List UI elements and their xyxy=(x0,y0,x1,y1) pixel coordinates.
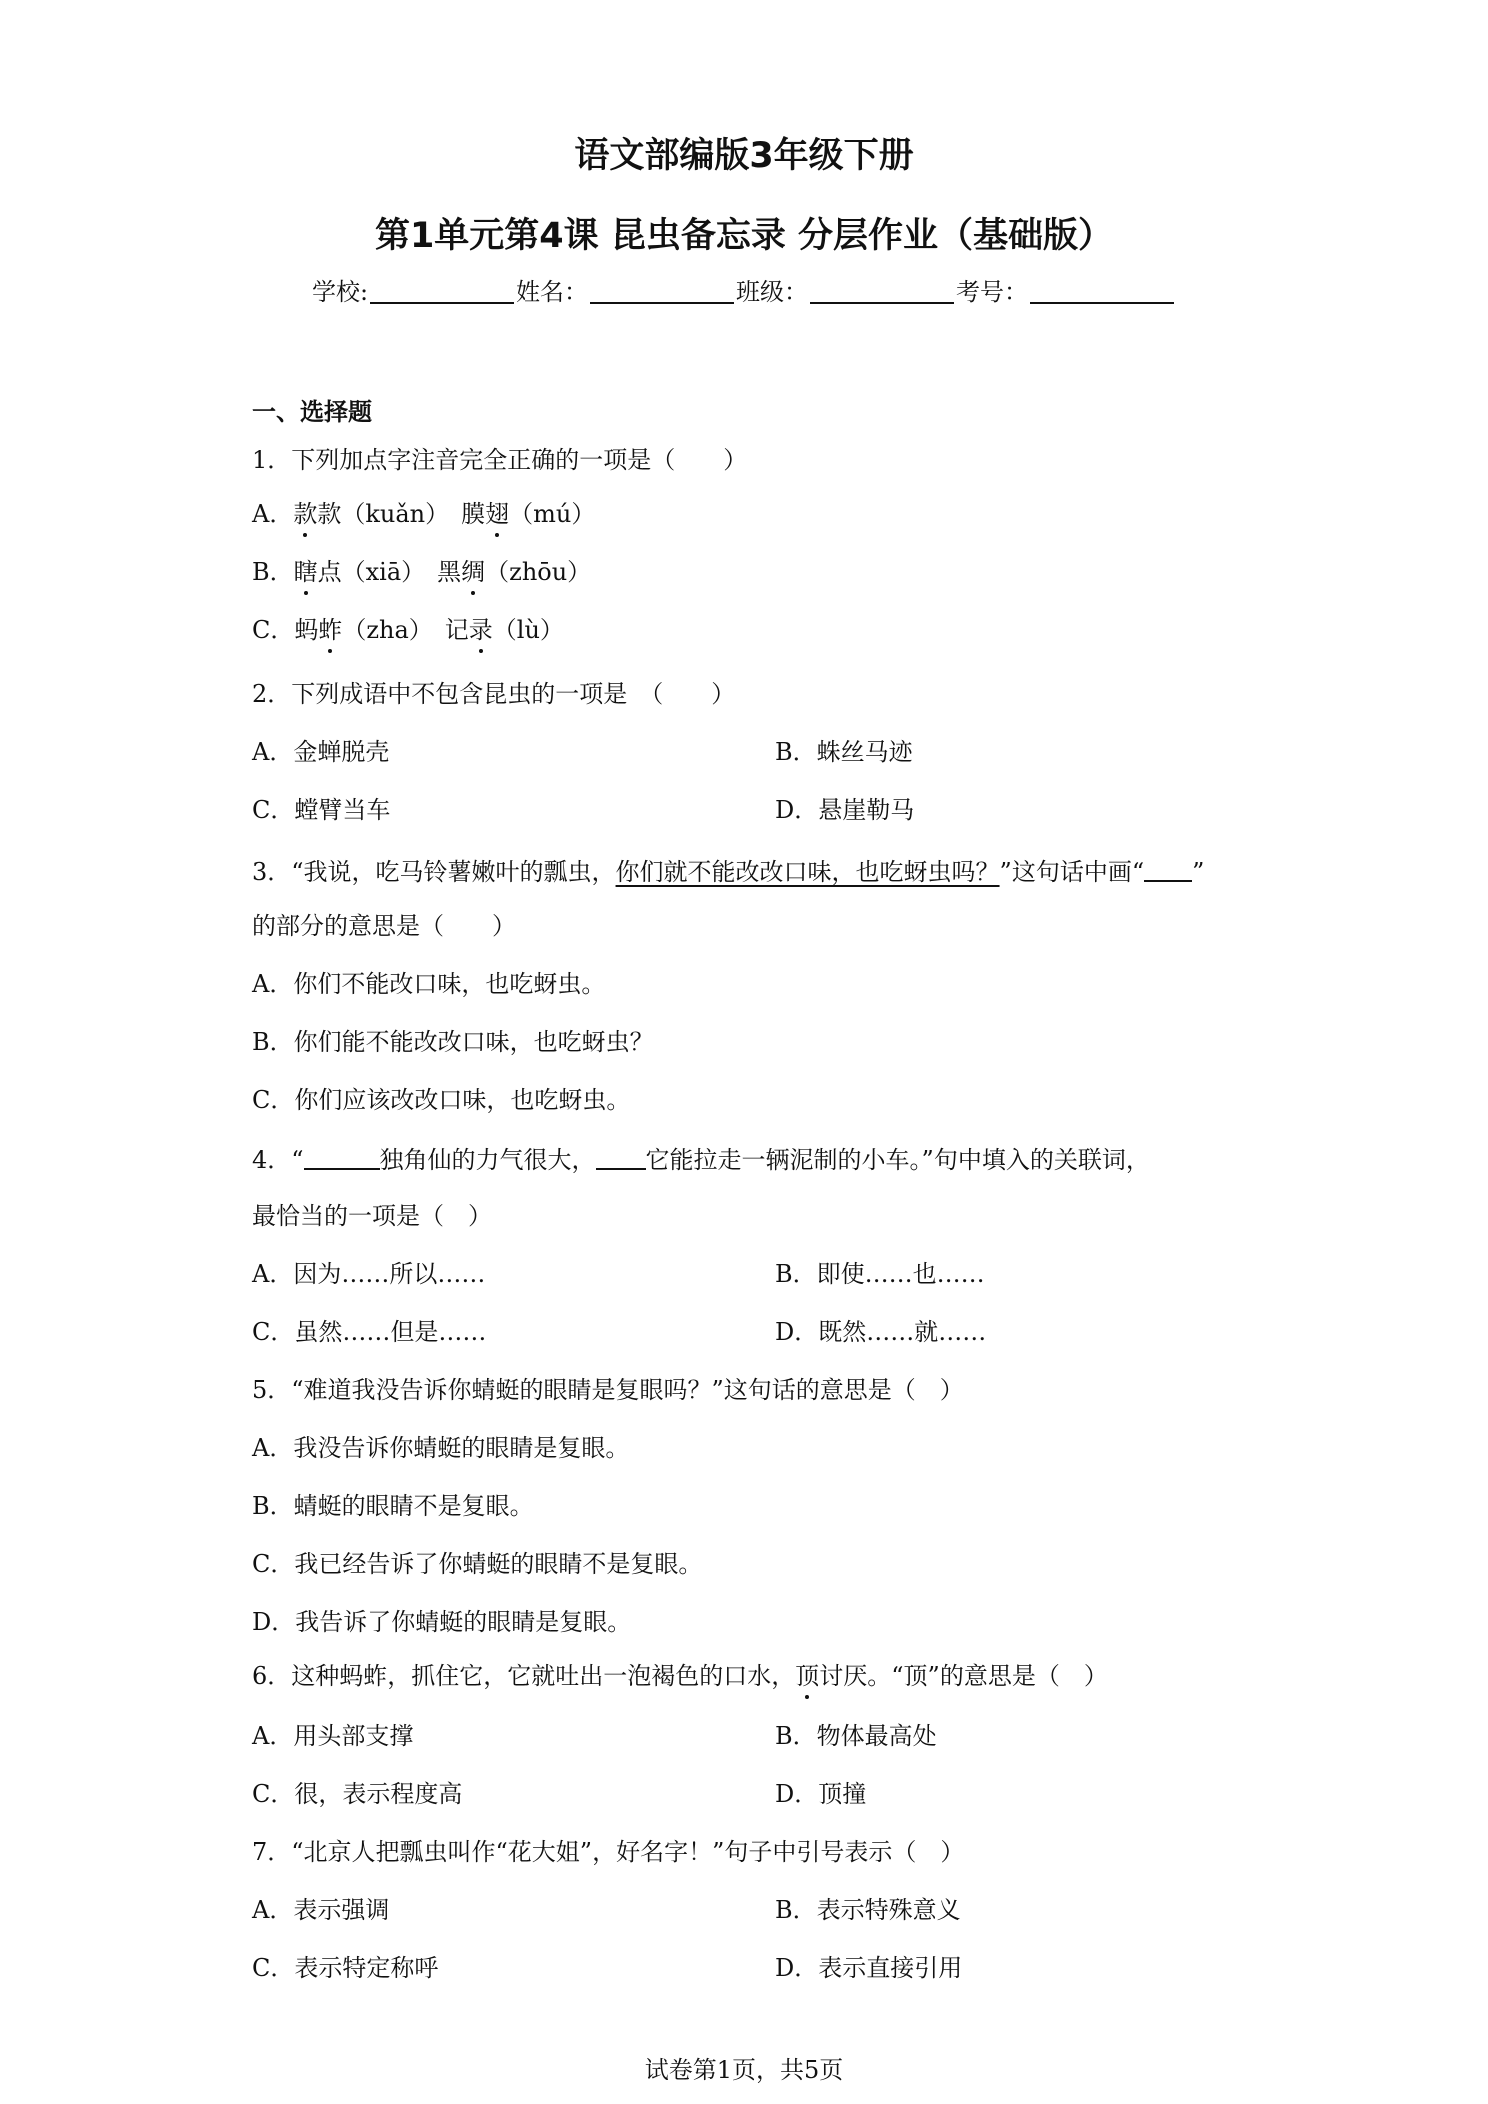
emphasis-dot-char: 翅 xyxy=(485,494,509,529)
emphasis-dot-char: 录 xyxy=(469,610,493,645)
name-label: 姓名： xyxy=(516,278,589,306)
q3-option-c[interactable]: C．你们应该改改口味，也吃蚜虫。 xyxy=(252,1086,631,1114)
q3-stem-continued: 的部分的意思是（ ） xyxy=(252,912,516,940)
name-blank[interactable] xyxy=(590,278,734,304)
class-blank[interactable] xyxy=(810,278,954,304)
q4-option-d[interactable]: D．既然……就…… xyxy=(775,1318,987,1346)
exam-number-label: 考号： xyxy=(956,278,1029,306)
emphasis-dot-char: 蚱 xyxy=(318,610,342,645)
q7-option-d[interactable]: D．表示直接引用 xyxy=(775,1954,963,1982)
q3-option-b[interactable]: B．你们能不能改改口味，也吃蚜虫？ xyxy=(252,1028,654,1056)
q2-option-c[interactable]: C．螳臂当车 xyxy=(252,796,391,824)
q2-option-b[interactable]: B．蛛丝马迹 xyxy=(775,738,913,766)
q7-option-b[interactable]: B．表示特殊意义 xyxy=(775,1896,961,1924)
q4-stem-continued: 最恰当的一项是（ ） xyxy=(252,1202,492,1230)
q7-stem: 7．“北京人把瓢虫叫作“花大姐”，好名字！”句子中引号表示（ ） xyxy=(252,1838,965,1866)
school-blank[interactable] xyxy=(370,278,514,304)
school-label: 学校: xyxy=(311,278,369,306)
underline-mark xyxy=(1144,858,1192,882)
q1-option-b[interactable]: B．瞎点（xiā） 黑绸（zhōu） xyxy=(252,552,591,587)
q4-option-b[interactable]: B．即使……也…… xyxy=(775,1260,985,1288)
q5-option-c[interactable]: C．我已经告诉了你蜻蜓的眼睛不是复眼。 xyxy=(252,1550,703,1578)
q4-option-a[interactable]: A．因为……所以…… xyxy=(252,1260,486,1288)
exam-number-blank[interactable] xyxy=(1030,278,1174,304)
q4-stem: 4．“ 独角仙的力气很大， 它能拉走一辆泥制的小车。”句中填入的关联词， xyxy=(252,1146,1150,1174)
page-title: 语文部编版3年级下册 xyxy=(574,136,914,176)
q5-option-a[interactable]: A．我没告诉你蜻蜓的眼睛是复眼。 xyxy=(252,1434,630,1462)
emphasis-dot-char: 瞎 xyxy=(294,552,318,587)
q2-option-d[interactable]: D．悬崖勒马 xyxy=(775,796,915,824)
q6-option-d[interactable]: D．顶撞 xyxy=(775,1780,867,1808)
q3-option-a[interactable]: A．你们不能改口味，也吃蚜虫。 xyxy=(252,970,606,998)
q5-option-b[interactable]: B．蜻蜓的眼睛不是复眼。 xyxy=(252,1492,534,1520)
q1-stem: 1．下列加点字注音完全正确的一项是（ ） xyxy=(252,446,748,474)
fill-blank-1[interactable] xyxy=(304,1146,380,1170)
page-subtitle: 第1单元第4课 昆虫备忘录 分层作业（基础版） xyxy=(374,216,1114,256)
emphasis-dot-char: 顶 xyxy=(795,1656,819,1691)
q4-option-c[interactable]: C．虽然……但是…… xyxy=(252,1318,487,1346)
fill-blank-2[interactable] xyxy=(596,1146,646,1170)
q7-option-a[interactable]: A．表示强调 xyxy=(252,1896,390,1924)
emphasis-dot-char: 绸 xyxy=(461,552,485,587)
student-info-line xyxy=(0,272,1488,307)
class-label: 班级： xyxy=(736,278,809,306)
q5-option-d[interactable]: D．我告诉了你蜻蜓的眼睛是复眼。 xyxy=(252,1608,632,1636)
q1-option-a[interactable]: A．款款（kuǎn） 膜翅（mú） xyxy=(252,494,595,529)
q6-option-b[interactable]: B．物体最高处 xyxy=(775,1722,937,1750)
q6-option-c[interactable]: C．很，表示程度高 xyxy=(252,1780,463,1808)
q7-option-c[interactable]: C．表示特定称呼 xyxy=(252,1954,439,1982)
page-footer: 试卷第1页，共5页 xyxy=(644,2056,844,2084)
q3-stem: 3．“我说，吃马铃薯嫩叶的瓢虫，你们就不能改改口味，也吃蚜虫吗？”这句话中画“ ” xyxy=(252,858,1205,886)
section-title: 一、选择题 xyxy=(252,398,372,426)
q2-stem: 2．下列成语中不包含昆虫的一项是 （ ） xyxy=(252,680,736,708)
q1-option-c[interactable]: C．蚂蚱（zha） 记录（lù） xyxy=(252,610,564,645)
emphasis-dot-char: 款 xyxy=(293,494,317,529)
underlined-phrase: 你们就不能改改口味，也吃蚜虫吗？ xyxy=(615,858,1000,886)
q6-stem: 6．这种蚂蚱，抓住它，它就吐出一泡褐色的口水，顶讨厌。“顶”的意思是（ ） xyxy=(252,1656,1108,1691)
q6-option-a[interactable]: A．用头部支撑 xyxy=(252,1722,414,1750)
q2-option-a[interactable]: A．金蝉脱壳 xyxy=(252,738,390,766)
q5-stem: 5．“难道我没告诉你蜻蜓的眼睛是复眼吗？”这句话的意思是（ ） xyxy=(252,1376,964,1404)
